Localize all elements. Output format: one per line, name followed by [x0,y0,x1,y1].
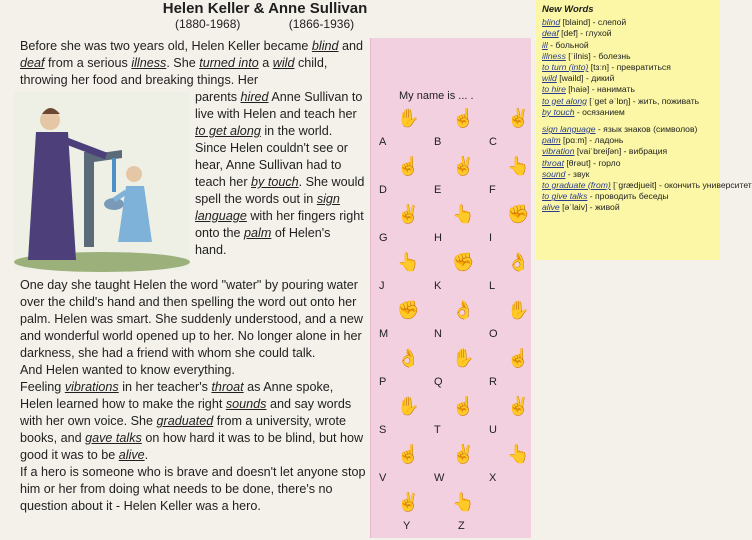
vocab-word: by touch [251,175,299,189]
story-text: as Anne spoke, Helen learned how to make the right [20,380,334,411]
vocab-word: graduated [156,414,214,428]
hand-sign-icon: 👌 [397,348,420,368]
sign-letter: W [434,472,445,484]
vocab-translation: [vaiˈbreiʃən] - вибрация [574,146,668,157]
new-words-heading: New Words [542,4,594,15]
hand-sign-icon: ☝ [397,444,420,464]
sign-language-alphabet-panel [370,38,531,538]
helen-and-anne-illustration [14,92,190,270]
vocab-word: deaf [20,56,45,70]
vocab-term: ill [542,39,548,50]
sign-letter: P [379,376,387,388]
vocab-row [536,96,720,107]
hand-sign-icon: ✊ [507,204,530,224]
sign-letter: I [489,232,493,244]
vocab-word: blind [311,39,339,53]
sign-letter: U [489,424,497,436]
vocab-row [536,84,720,95]
sign-letter: R [489,376,497,388]
sign-letter: D [379,184,387,196]
story-text: child, throwing her food and breaking things. Her [20,56,328,87]
hand-sign-icon: ☝ [397,156,420,176]
vocab-translation: [haiə] - нанимать [565,84,635,95]
sign-letter: H [434,232,442,244]
vocab-row [536,17,720,28]
vocab-translation: - больной [547,39,589,50]
vocab-word: sounds [225,397,267,411]
vocab-translation: [tɜːn] - превратиться [588,62,671,73]
vocab-translation: [pɑːm] - ладонь [560,135,624,146]
hand-sign-icon: ✋ [397,108,420,128]
hand-sign-icon: 👆 [452,204,475,224]
vocab-word: sign language [195,192,340,223]
story-text: Feeling [20,380,65,394]
vocab-translation: - осязанием [574,106,625,117]
hand-sign-icon: ☝ [452,396,475,416]
sign-letter: C [489,136,497,148]
hand-sign-icon: 👆 [507,156,530,176]
sign-letter: G [379,232,388,244]
vocab-translation: [əˈlaiv] - живой [559,202,620,213]
story-text: a [258,56,273,70]
hand-sign-icon: ✌ [452,156,475,176]
sign-letter: N [434,328,442,340]
vocab-translation: [ˈget əˈlɒŋ] - жить, поживать [586,95,700,106]
vocab-translation: [blaind] - слепой [560,17,627,28]
vocab-term: throat [542,157,564,168]
hand-sign-icon: 👆 [397,252,420,272]
hand-sign-icon: 👆 [452,492,475,512]
hand-sign-icon: ✌ [397,204,420,224]
sign-letter: B [434,136,442,148]
story-text: from a serious [44,56,132,70]
vocab-row [536,180,752,191]
hand-sign-icon: ✌ [507,108,530,128]
story-paragraph-main [20,277,366,515]
vocab-row [536,191,720,202]
hand-sign-icon: ✋ [397,396,420,416]
story-text: in her teacher's [118,380,212,394]
sullivan-dates: (1866-1936) [288,17,355,31]
keller-dates: (1880-1968) [175,17,241,31]
sign-letter: T [434,424,441,436]
vocab-row [536,158,720,169]
vocab-word: alive [118,448,145,462]
vocab-term: deaf [542,28,559,39]
vocab-translation: - звук [565,168,590,179]
vocab-word: hired [240,90,269,104]
sign-letter: V [379,472,387,484]
vocab-row [536,202,720,213]
story-wrap-text [195,89,365,259]
sign-letter: Y [403,520,411,532]
story-text: from a university, wrote books, and [20,414,346,445]
vocab-row [536,40,720,51]
story-paragraph-1 [20,38,366,89]
vocab-row [536,169,720,180]
hand-sign-icon: ☝ [452,108,475,128]
story-text: in the world. [260,124,333,138]
vocab-word: gave talks [85,431,142,445]
hand-sign-icon: ✊ [397,300,420,320]
hand-sign-icon: ✌ [397,492,420,512]
vocab-term: to get along [542,95,587,106]
vocab-term: palm [542,135,561,146]
hand-sign-icon: ☝ [507,348,530,368]
new-words-box [536,0,752,260]
vocab-term: blind [542,17,561,28]
hand-sign-icon: ✋ [507,300,530,320]
vocab-row [536,51,720,62]
sign-letter: L [489,280,496,292]
sign-caption: My name is ... . [399,90,474,102]
vocab-row [536,124,720,135]
story-text: . [144,448,149,462]
vocab-row [536,107,720,118]
sign-letter: E [434,184,442,196]
story-text: Since Helen couldn't see or hear, Anne Sullivan had to teach her [195,141,348,189]
vocab-term: wild [542,73,557,84]
vocab-row [536,62,720,73]
vocab-term: to turn (into) [542,62,589,73]
story-text: . She [166,56,200,70]
sign-letter: A [379,136,387,148]
vocab-term: to give talks [542,191,588,202]
vocab-term: sound [542,168,566,179]
vocab-translation: [waild] - дикий [556,73,615,84]
story-text: And Helen wanted to know everything. [20,363,235,377]
vocab-term: sign language [542,124,596,135]
sign-letter: X [489,472,497,484]
story-text: of Helen's hand. [195,226,331,257]
story-text: Anne Sullivan to live with Helen and teach her [195,90,363,121]
vocab-row [536,135,720,146]
story-text: Before she was two years old, Helen Keller became [20,39,312,53]
vocab-word: illness [131,56,167,70]
vocab-translation: [ˈilnis] - болезнь [565,50,631,61]
story-text: If a hero is someone who is brave and doesn't let anyone stop him or her from doing what needs to be done, there's no question about it - Helen Keller was a hero. [20,465,366,513]
vocab-translation: [θrəut] - горло [563,157,621,168]
sign-letter: J [379,280,385,292]
vocab-row [536,73,720,84]
vocab-term: vibration [542,146,575,157]
story-text: with her fingers right onto the [195,209,364,240]
story-text: and [338,39,364,53]
vocab-term: illness [542,50,566,61]
story-text: parents [195,90,241,104]
vocab-row [536,28,720,39]
hand-sign-icon: ✋ [452,348,475,368]
vocab-word: to get along [195,124,261,138]
vocab-word: throat [211,380,244,394]
story-text: on how hard it was to be blind, but how good it was to be [20,431,364,462]
sign-letter: Z [458,520,465,532]
sign-letter: M [379,328,389,340]
hand-sign-icon: 👆 [507,444,530,464]
sign-letter: K [434,280,442,292]
story-text: . She would spell the words out in [195,175,365,206]
vocab-term: to graduate (from) [542,180,611,191]
vocab-term: to hire [542,84,566,95]
sign-letter: S [379,424,387,436]
vocab-word: turned into [199,56,259,70]
story-text: and say words with her own voice. She [20,397,352,428]
lifespan-dates [175,17,354,31]
hand-sign-icon: 👌 [507,252,530,272]
hand-sign-icon: ✌ [452,444,475,464]
story-text: One day she taught Helen the word "water" by pouring water over the child's hand and then spelling the word out onto her palm. Helen was smart. She suddenly understood, and a new and wonderful world opened up to her. No longer alone in her darkness, she had a friend with whom she could talk. [20,278,364,360]
vocab-word: wild [272,56,295,70]
vocab-translation: - язык знаков (символов) [595,124,698,135]
page-title: Helen Keller & Anne Sullivan [162,0,368,17]
vocab-word: vibrations [64,380,119,394]
vocab-term: by touch [542,106,575,117]
vocab-term: alive [542,202,560,213]
vocab-translation: [ˈgrædjueit] - окончить университет [610,180,752,191]
vocab-word: palm [244,226,272,240]
vocab-translation: [def] - глухой [558,28,612,39]
hand-sign-icon: ✊ [452,252,475,272]
faded-bleed-through [0,0,140,20]
hand-sign-icon: ✌ [507,396,530,416]
hand-sign-icon: 👌 [452,300,475,320]
sign-letter: F [489,184,496,196]
vocab-translation: - проводить беседы [587,191,669,202]
sign-letter: Q [434,376,443,388]
sign-letter: O [489,328,498,340]
vocab-row [536,146,720,157]
